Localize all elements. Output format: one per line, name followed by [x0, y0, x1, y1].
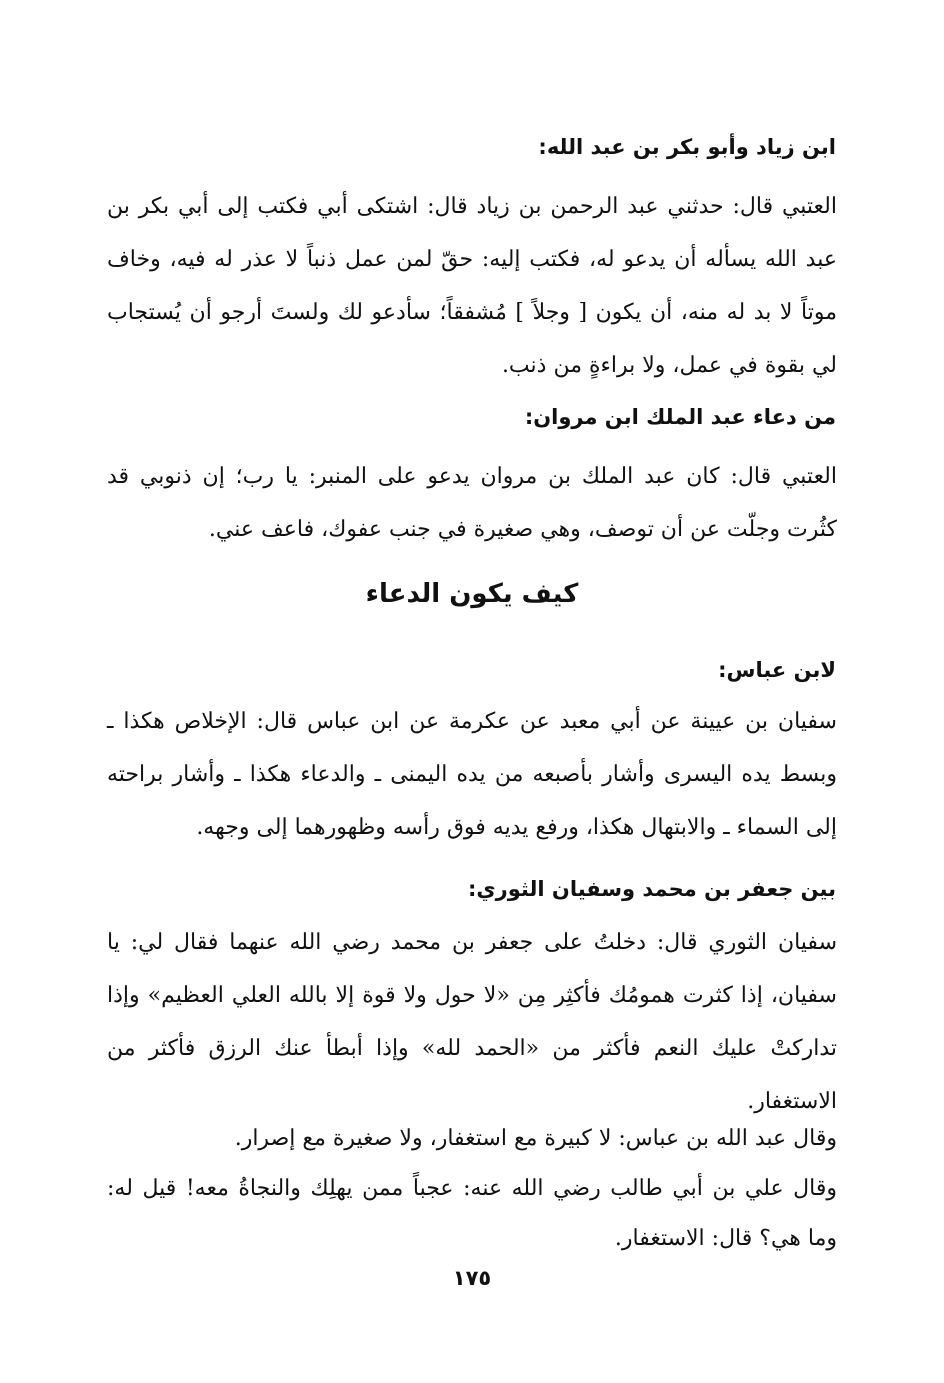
paragraph-abd-al-malik: العتبي قال: كان عبد الملك بن مروان يدعو على المنبر: يا رب؛ إن ذنوبي قد كثُرت وجلّت عن أن توصف، وهي صغيرة في جنب عفوك، فاعف عني. [107, 464, 837, 542]
paragraph-ibn-abbas: سفيان بن عيينة عن أبي معبد عن عكرمة عن ابن عباس قال: الإخلاص هكذا ـ وبسط يده اليسرى وأشار بأصبعه من يده اليمنى ـ والدعاء هكذا ـ وأشار براحته إلى السماء ـ والابتهال هكذا، ورفع يديه فوق رأسه وظهورهما إلى وجهه. [107, 709, 837, 840]
paragraph-sufyan-thawri: سفيان الثوري قال: دخلتُ على جعفر بن محمد رضي الله عنهما فقال لي: يا سفيان، إذا كثرت همومُك فأكثِر مِن «لا حول ولا قوة إلا بالله العلي العظيم» وإذا تداركتْ عليك النعم فأكثر من «الحمد لله» وإذا أبطأ عنك الرزق فأكثر من الاستغفار. [107, 930, 837, 1114]
section-heading-ibn-abbas: لابن عباس: [718, 658, 836, 682]
page-number: ١٧٥ [452, 1266, 492, 1290]
section-heading-ibn-ziyad: ابن زياد وأبو بكر بن عبد الله: [538, 135, 836, 159]
chapter-title: كيف يكون الدعاء [365, 579, 579, 609]
paragraph-abdullah-ibn-abbas: وقال عبد الله بن عباس: لا كبيرة مع استغفار، ولا صغيرة مع إصرار. [234, 1126, 837, 1151]
paragraph-ibn-ziyad: العتبي قال: حدثني عبد الرحمن بن زياد قال: اشتكى أبي فكتب إلى أبي بكر بن عبد الله يسأله أن يدعو له، فكتب إليه: حقّ لمن عمل ذنباً لا عذر له فيه، وخاف موتاً لا بد له منه، أن يكون [ وجلاً ] مُشفقاً؛ سأدعو لك ولستَ أرجو أن يُستجاب لي بقوة في عمل، ولا براءةٍ من ذنب. [107, 194, 837, 378]
section-heading-jafar-sufyan: بين جعفر بن محمد وسفيان الثوري: [468, 877, 836, 901]
section-heading-abd-al-malik: من دعاء عبد الملك ابن مروان: [524, 405, 836, 429]
paragraph-ali-ibn-abi-talib: وقال علي بن أبي طالب رضي الله عنه: عجباً ممن يهلِك والنجاةُ معه! قيل له: وما هي؟ قال: الاستغفار. [107, 1176, 837, 1251]
